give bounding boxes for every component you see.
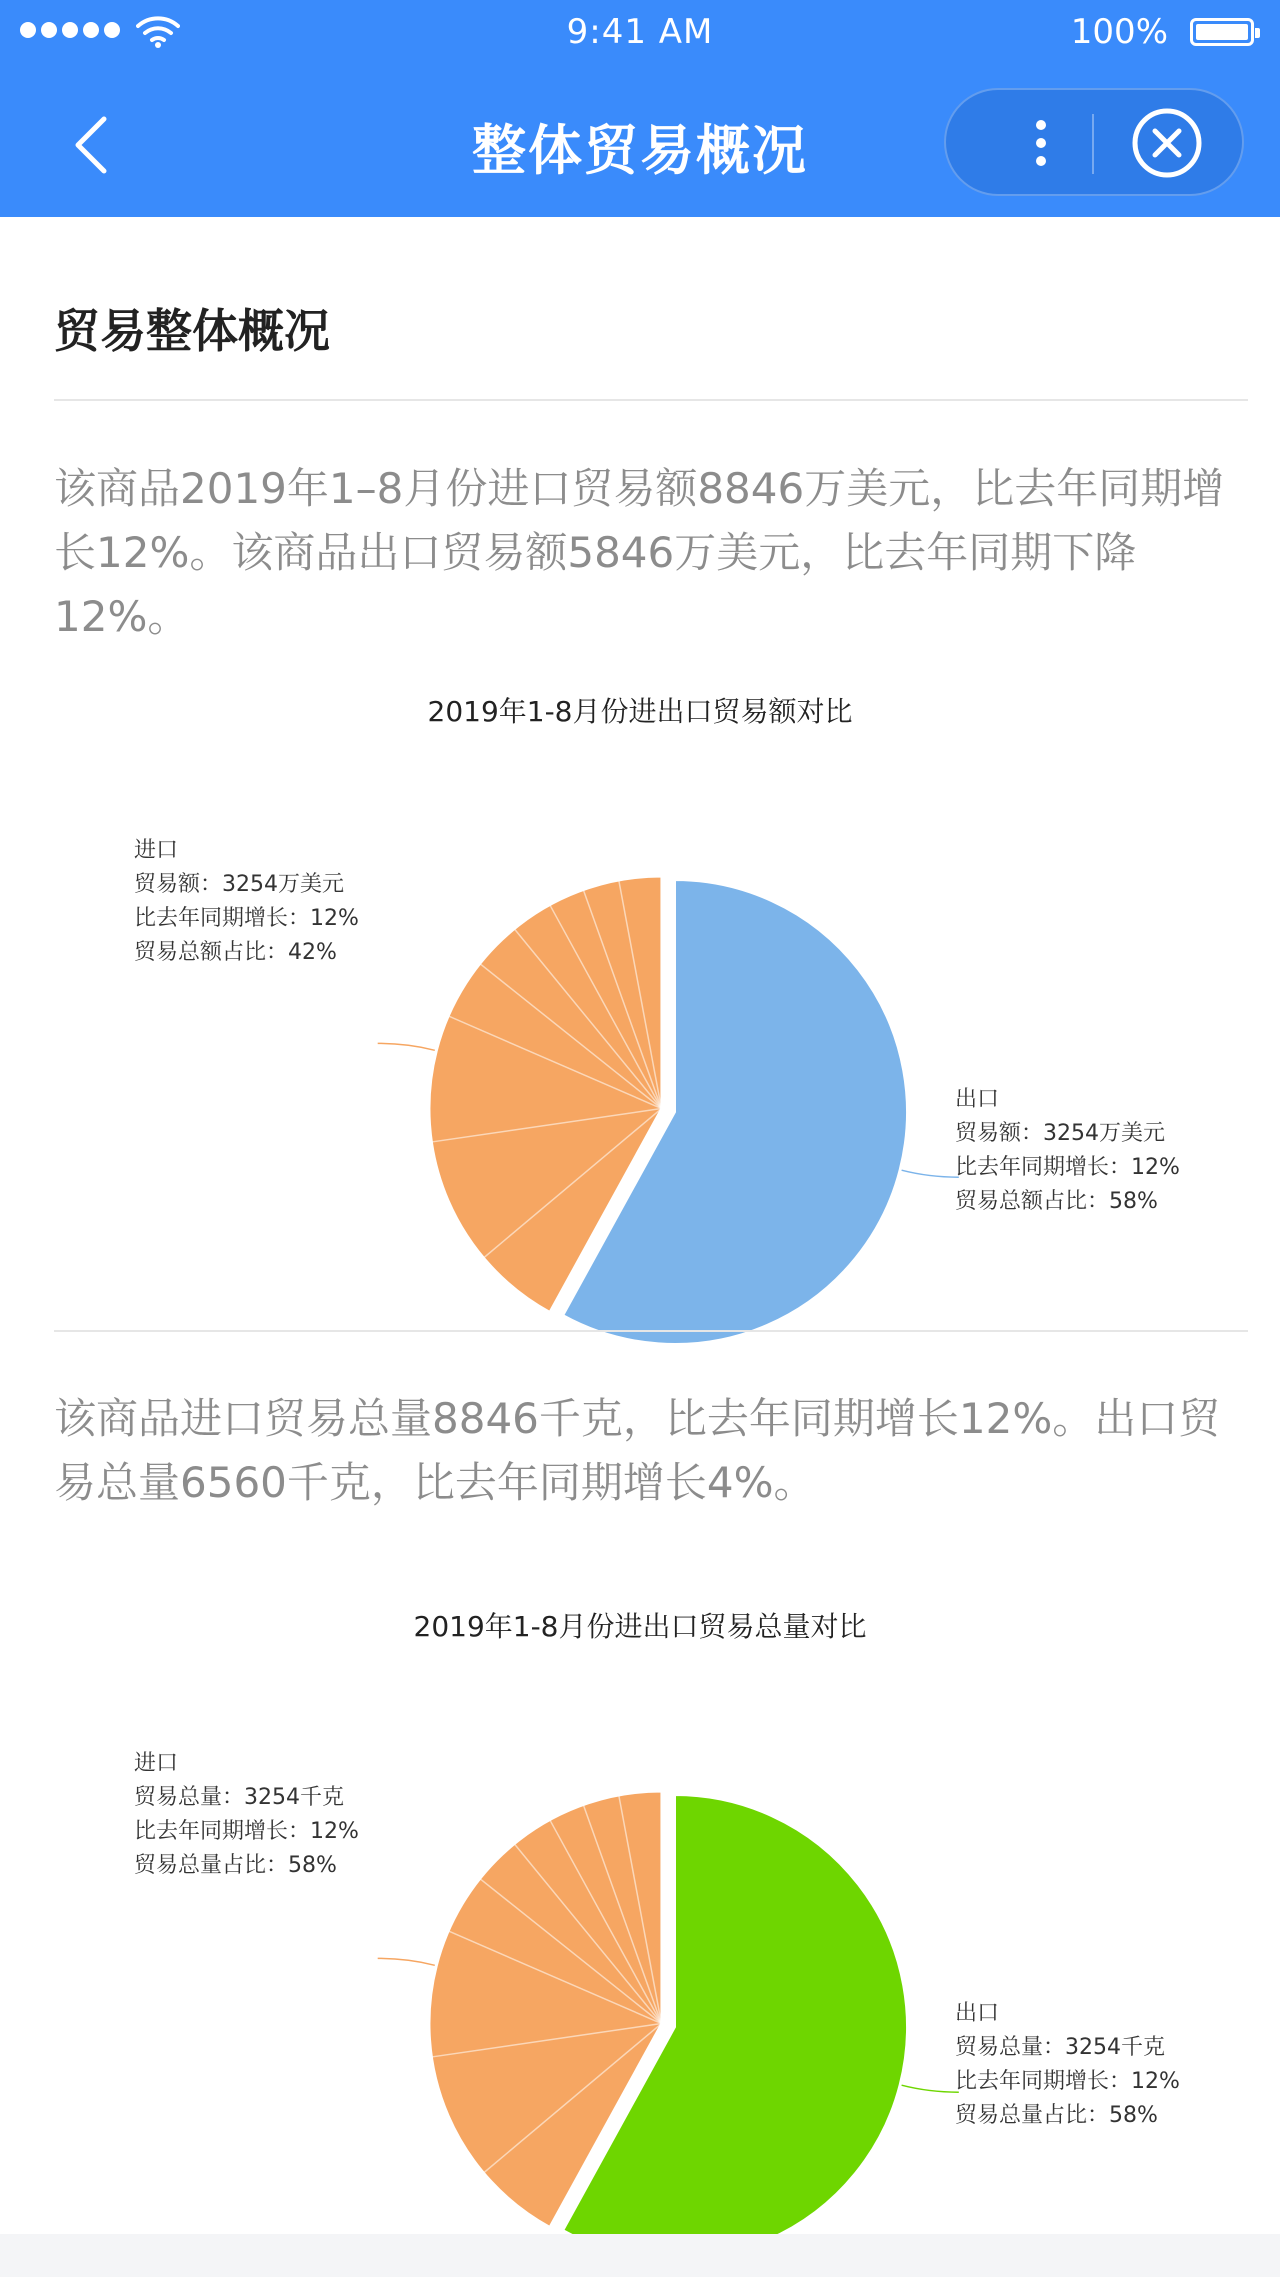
import-label-line: 贸易总量：3254千克	[134, 1785, 344, 1810]
divider	[54, 399, 1248, 401]
battery-icon	[1190, 18, 1254, 46]
import-label-line: 比去年同期增长：12%	[134, 906, 359, 931]
import-label-line: 贸易额：3254万美元	[134, 872, 344, 897]
capsule-divider	[1092, 114, 1094, 174]
export-label-line: 比去年同期增长：12%	[955, 2069, 1180, 2094]
export-label-line: 贸易额：3254万美元	[955, 1121, 1165, 1146]
battery-percent: 100%	[1070, 12, 1168, 52]
export-label-line: 贸易总量占比：58%	[955, 2103, 1158, 2128]
status-time: 9:41 AM	[566, 12, 714, 52]
leader-line	[378, 1958, 435, 1965]
mini-program-capsule	[944, 88, 1244, 196]
export-label-line: 贸易总量：3254千克	[955, 2035, 1165, 2060]
more-icon[interactable]	[1006, 108, 1076, 178]
import-label-line: 贸易总量占比：58%	[134, 1853, 337, 1878]
status-bar	[0, 0, 1280, 66]
trade-value-summary: 该商品2019年1–8月份进口贸易额8846万美元，比去年同期增长12%。该商品出口贸易额5846万美元，比去年同期下降12%。	[54, 464, 1225, 641]
export-label	[955, 1997, 1180, 2133]
trade-volume-chart	[0, 1597, 1280, 2277]
page-title: 整体贸易概况	[472, 119, 808, 182]
export-label	[955, 1083, 1180, 1219]
trade-volume-summary: 该商品进口贸易总量8846千克，比去年同期增长12%。出口贸易总量6560千克，比去年同期增长4%。	[54, 1394, 1221, 1507]
bottom-spacer	[0, 2234, 1280, 2277]
import-label-line: 比去年同期增长：12%	[134, 1819, 359, 1844]
chart-title: 2019年1-8月份进出口贸易额对比	[427, 695, 853, 728]
export-label-line: 贸易总额占比：58%	[955, 1189, 1158, 1214]
leader-line	[378, 1043, 435, 1050]
export-label-line: 出口	[955, 2001, 1000, 2026]
content-card	[0, 217, 1280, 2234]
top-bar	[0, 0, 1280, 217]
import-label	[134, 834, 359, 970]
leader-line	[902, 1170, 959, 1177]
export-label-line: 出口	[955, 1087, 1000, 1112]
chart-title: 2019年1-8月份进出口贸易总量对比	[413, 1610, 867, 1643]
section-title: 贸易整体概况	[54, 304, 330, 358]
import-label-line: 进口	[134, 838, 179, 863]
trade-value-chart	[0, 682, 1280, 1502]
pie-chart	[0, 1597, 1280, 2277]
import-label	[134, 1747, 359, 1883]
export-label-line: 比去年同期增长：12%	[955, 1155, 1180, 1180]
close-icon[interactable]	[1130, 106, 1204, 180]
divider	[54, 1330, 1248, 1332]
import-label-line: 进口	[134, 1751, 179, 1776]
leader-line	[902, 2085, 959, 2092]
import-label-line: 贸易总额占比：42%	[134, 940, 337, 965]
